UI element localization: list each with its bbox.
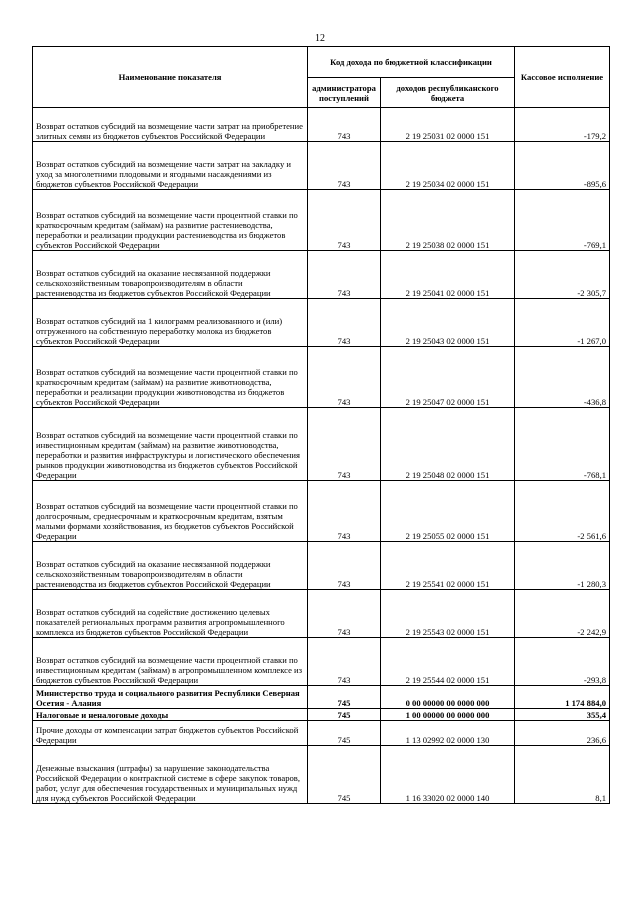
row-cash-execution: 8,1 xyxy=(515,746,610,804)
page-number: 12 xyxy=(315,33,325,44)
row-revenue-code: 2 19 25038 02 0000 151 xyxy=(381,190,515,251)
row-cash-execution: -436,8 xyxy=(515,347,610,408)
row-name: Возврат остатков субсидий на возмещение части процентной ставки по долгосрочным, среднесрочным и краткосрочным кредитам, взятым малыми формами хозяйствования, из бюджетов субъектов Российской Федерации xyxy=(33,481,308,542)
row-name: Возврат остатков субсидий на возмещение части процентной ставки по краткосрочным кредитам (займам) на развитие животноводства, переработки и реализации продукции животноводства из бюджетов субъектов Российской Федерации xyxy=(33,347,308,408)
table-row xyxy=(33,108,610,142)
row-administrator-code: 743 xyxy=(308,347,381,408)
budget-revenue-table xyxy=(32,46,610,804)
row-administrator-code: 743 xyxy=(308,638,381,686)
row-name: Денежные взыскания (штрафы) за нарушение законодательства Российской Федерации о контрактной системе в сфере закупок товаров, работ, услуг для обеспечения государственных и муниципальных нужд для нужд субъектов Российской Федерации xyxy=(33,746,308,804)
row-administrator-code: 745 xyxy=(308,746,381,804)
row-administrator-code: 743 xyxy=(308,481,381,542)
row-revenue-code: 2 19 25544 02 0000 151 xyxy=(381,638,515,686)
row-revenue-code: 1 00 00000 00 0000 000 xyxy=(381,709,515,721)
header-cash-execution: Кассовое исполнение xyxy=(515,47,610,108)
row-cash-execution: 236,6 xyxy=(515,721,610,746)
row-cash-execution: -2 242,9 xyxy=(515,590,610,638)
table-row xyxy=(33,542,610,590)
row-cash-execution: -1 280,3 xyxy=(515,542,610,590)
table-row xyxy=(33,142,610,190)
row-cash-execution: 1 174 884,0 xyxy=(515,686,610,709)
header-code-group: Код дохода по бюджетной классификации xyxy=(308,47,515,78)
row-cash-execution: -769,1 xyxy=(515,190,610,251)
row-revenue-code: 1 13 02992 02 0000 130 xyxy=(381,721,515,746)
row-administrator-code: 745 xyxy=(308,709,381,721)
table-row xyxy=(33,251,610,299)
row-revenue-code: 2 19 25034 02 0000 151 xyxy=(381,142,515,190)
row-cash-execution: -179,2 xyxy=(515,108,610,142)
row-cash-execution: -2 305,7 xyxy=(515,251,610,299)
row-revenue-code: 2 19 25055 02 0000 151 xyxy=(381,481,515,542)
row-administrator-code: 743 xyxy=(308,408,381,481)
row-administrator-code: 743 xyxy=(308,251,381,299)
row-name: Возврат остатков субсидий на 1 килограмм реализованного и (или) отгруженного на собственную переработку молока из бюджетов субъектов Российской Федерации xyxy=(33,299,308,347)
table-row xyxy=(33,299,610,347)
row-cash-execution: -2 561,6 xyxy=(515,481,610,542)
header-name: Наименование показателя xyxy=(33,47,308,108)
row-revenue-code: 2 19 25043 02 0000 151 xyxy=(381,299,515,347)
row-revenue-code: 0 00 00000 00 0000 000 xyxy=(381,686,515,709)
row-cash-execution: 355,4 xyxy=(515,709,610,721)
table-body xyxy=(33,108,610,804)
row-name: Налоговые и неналоговые доходы xyxy=(33,709,308,721)
row-name: Возврат остатков субсидий на возмещение части процентной ставки по инвестиционным кредитам (займам) на развитие животноводства, переработки и развития инфраструктуры и логистического обеспечения рынков продукции животноводства из бюджетов субъектов Российской Федерации xyxy=(33,408,308,481)
table-row xyxy=(33,638,610,686)
row-name: Возврат остатков субсидий на возмещение части процентной ставки по инвестиционным кредитам (займам) в агропромышленном комплексе из бюджетов субъектов Российской Федерации xyxy=(33,638,308,686)
row-administrator-code: 745 xyxy=(308,686,381,709)
table-row xyxy=(33,481,610,542)
row-name: Возврат остатков субсидий на оказание несвязанной поддержки сельскохозяйственным товаропроизводителям в области растениеводства из бюджетов субъектов Российской Федерации xyxy=(33,542,308,590)
table-row xyxy=(33,709,610,721)
row-revenue-code: 2 19 25047 02 0000 151 xyxy=(381,347,515,408)
row-administrator-code: 743 xyxy=(308,299,381,347)
row-revenue-code: 2 19 25031 02 0000 151 xyxy=(381,108,515,142)
header-administrator: администратора поступлений xyxy=(308,78,381,108)
row-name: Возврат остатков субсидий на оказание несвязанной поддержки сельскохозяйственным товаропроизводителям в области растениеводства из бюджетов субъектов Российской Федерации xyxy=(33,251,308,299)
row-name: Возврат остатков субсидий на возмещение части затрат на закладку и уход за многолетними плодовыми и ягодными насаждениями из бюджетов субъектов Российской Федерации xyxy=(33,142,308,190)
row-administrator-code: 743 xyxy=(308,142,381,190)
row-name: Возврат остатков субсидий на возмещение части затрат на приобретение элитных семян из бюджетов субъектов Российской Федерации xyxy=(33,108,308,142)
row-administrator-code: 743 xyxy=(308,190,381,251)
row-cash-execution: -768,1 xyxy=(515,408,610,481)
table-row xyxy=(33,686,610,709)
row-revenue-code: 2 19 25048 02 0000 151 xyxy=(381,408,515,481)
row-administrator-code: 743 xyxy=(308,542,381,590)
row-administrator-code: 743 xyxy=(308,590,381,638)
table-row xyxy=(33,721,610,746)
row-name: Прочие доходы от компенсации затрат бюджетов субъектов Российской Федерации xyxy=(33,721,308,746)
table-row xyxy=(33,746,610,804)
row-name: Возврат остатков субсидий на содействие достижению целевых показателей региональных программ развития агропромышленного комплекса из бюджетов субъектов Российской Федерации xyxy=(33,590,308,638)
table-row xyxy=(33,190,610,251)
row-administrator-code: 743 xyxy=(308,108,381,142)
row-administrator-code: 745 xyxy=(308,721,381,746)
table-row xyxy=(33,408,610,481)
row-revenue-code: 1 16 33020 02 0000 140 xyxy=(381,746,515,804)
table-row xyxy=(33,590,610,638)
table-row xyxy=(33,347,610,408)
row-revenue-code: 2 19 25041 02 0000 151 xyxy=(381,251,515,299)
row-cash-execution: -1 267,0 xyxy=(515,299,610,347)
row-cash-execution: -293,8 xyxy=(515,638,610,686)
header-revenue-code: доходов республиканского бюджета xyxy=(381,78,515,108)
row-cash-execution: -895,6 xyxy=(515,142,610,190)
row-revenue-code: 2 19 25543 02 0000 151 xyxy=(381,590,515,638)
row-revenue-code: 2 19 25541 02 0000 151 xyxy=(381,542,515,590)
row-name: Министерство труда и социального развития Республики Северная Осетия - Алания xyxy=(33,686,308,709)
row-name: Возврат остатков субсидий на возмещение части процентной ставки по краткосрочным кредитам (займам) на развитие растениеводства, переработки и реализации продукции растениеводства из бюджетов субъектов Российской Федерации xyxy=(33,190,308,251)
